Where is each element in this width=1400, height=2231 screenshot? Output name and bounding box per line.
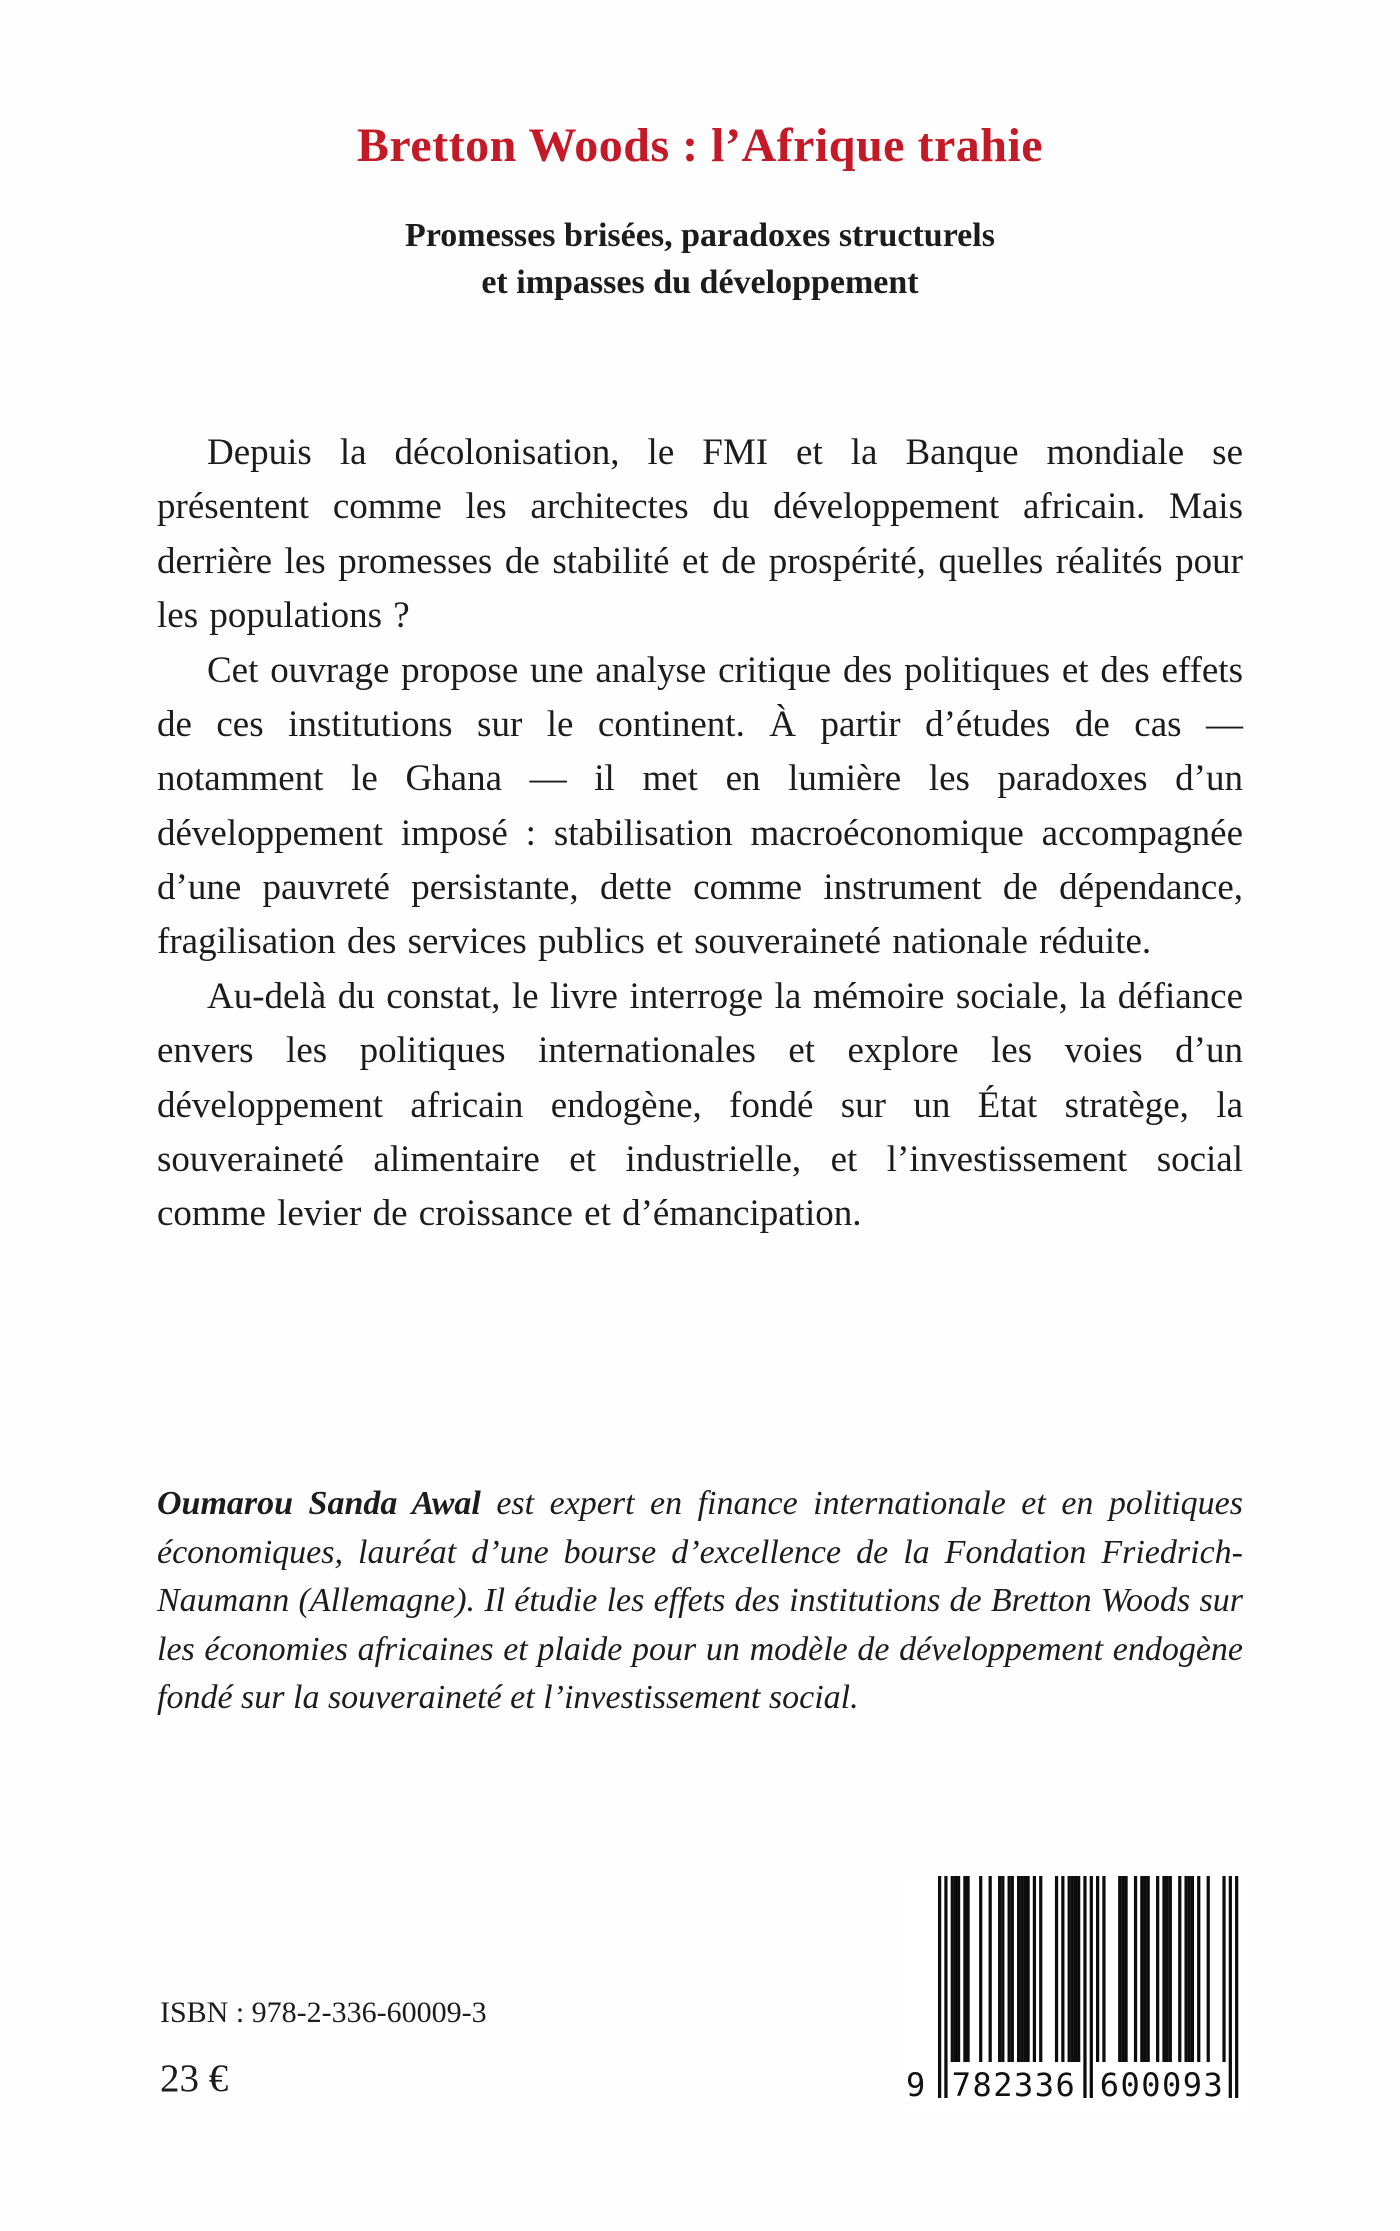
- synopsis: [157, 426, 1243, 1242]
- barcode-digits-left: 782336: [951, 2066, 1077, 2104]
- author-bio-text: est expert en finance internationale et en politiques économiques, lauréat d’une bourse d’excellence de la Fondation Friedrich-Naumann (Allemagne). Il étudie les effets des institutions de Bretton Woods sur les économies africaines et plaide pour un modèle de développement endogène fondé sur la souveraineté et l’investissement social.: [157, 1485, 1243, 1717]
- barcode-digits-right: 600093: [1099, 2066, 1225, 2104]
- book-subtitle: [0, 213, 1400, 307]
- isbn-text: ISBN : 978-2-336-60009-3: [160, 1996, 487, 2029]
- author-bio: [157, 1480, 1243, 1723]
- book-title: Bretton Woods : l’Afrique trahie: [356, 119, 1044, 172]
- subtitle-line-2: et impasses du développement: [481, 263, 919, 301]
- price-text: 23 €: [160, 2057, 229, 2100]
- synopsis-paragraph-3: Au-delà du constat, le livre interroge la mémoire sociale, la défiance envers les politiques internationales et explore les voies d’un développement africain endogène, fondé sur un État stratège, la souveraineté alimentaire et industrielle, et l’investissement social comme levier de croissance et d’émancipation.: [157, 975, 1243, 1235]
- subtitle-line-1: Promesses brisées, paradoxes structurels: [405, 217, 995, 254]
- author-bio-paragraph: [157, 1480, 1243, 1723]
- ean13-barcode: [904, 1876, 1244, 2114]
- synopsis-paragraph-2: Cet ouvrage propose une analyse critique des politiques et des effets de ces institutions sur le continent. À partir d’études de cas — notamment le Ghana — il met en lumière les paradoxes d’un développement imposé : stabilisation macroéconomique accompagnée d’une pauvreté persistante, dette comme instrument de dépendance, fragilisation des services publics et souveraineté nationale réduite.: [157, 649, 1243, 963]
- synopsis-paragraph-1: Depuis la décolonisation, le FMI et la Banque mondiale se présentent comme les architectes du développement africain. Mais derrière les promesses de stabilité et de prospérité, quelles réalités pour les populations ?: [157, 432, 1243, 637]
- barcode-digit-first: 9: [906, 2066, 926, 2104]
- author-name: Oumarou Sanda Awal: [157, 1485, 481, 1522]
